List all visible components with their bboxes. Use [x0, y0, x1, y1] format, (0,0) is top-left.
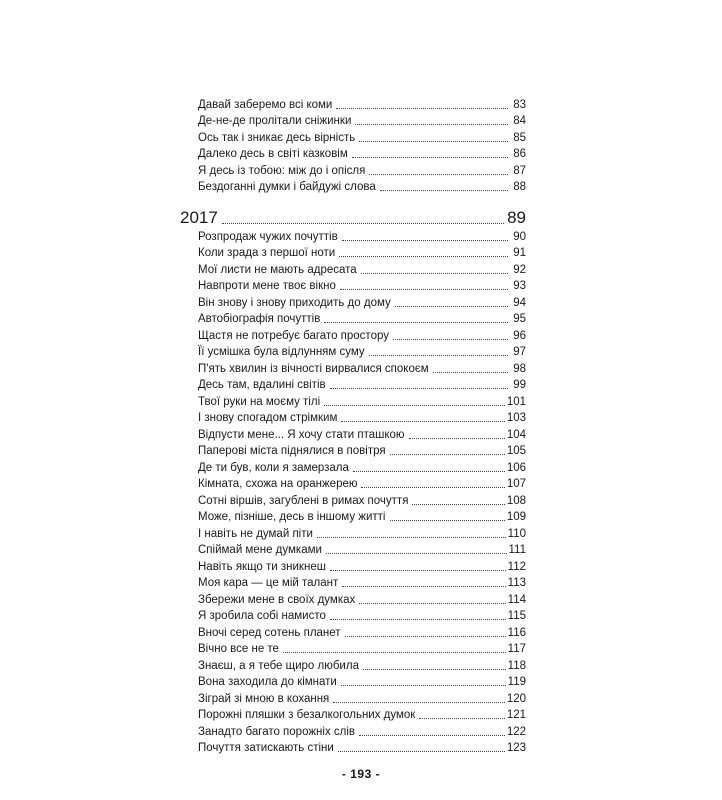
dot-leader	[393, 338, 508, 340]
year-page: 89	[507, 208, 526, 227]
toc-entry-page: 120	[506, 692, 526, 705]
toc-entry	[198, 95, 526, 112]
dot-leader	[355, 123, 508, 125]
toc-entry-title: Мої листи не мають адресата	[198, 263, 357, 276]
toc-entry-page: 116	[507, 626, 526, 639]
toc-entry	[198, 376, 526, 393]
dot-leader	[345, 635, 506, 637]
dot-leader	[341, 420, 504, 422]
toc-entry	[198, 310, 526, 327]
toc-entry-title: Сотні віршів, загублені в римах почуття	[198, 494, 409, 507]
toc-entry-page: 113	[507, 577, 526, 589]
dot-leader	[419, 717, 504, 719]
dot-leader	[369, 173, 508, 175]
toc-entry-title: Почуття затискають стіни	[198, 742, 334, 754]
toc-entry-page: 84	[513, 115, 526, 127]
toc-entry	[198, 343, 526, 360]
toc-entry-page: 94	[513, 296, 526, 309]
dot-leader	[339, 255, 508, 257]
toc-entry-page: 122	[506, 725, 526, 738]
toc-entry-title: Занадто багато порожніх слів	[198, 725, 356, 738]
toc-year-heading	[180, 205, 526, 227]
dot-leader	[326, 552, 507, 554]
toc-entry-page: 114	[507, 593, 526, 606]
toc-entry-page: 110	[507, 527, 526, 540]
toc-entry-page: 85	[513, 131, 526, 144]
toc-entry-page: 86	[513, 148, 526, 160]
dot-leader	[390, 453, 505, 455]
dot-leader	[353, 470, 505, 472]
toc-entry	[198, 392, 526, 409]
toc-entry-title: Вона заходила до кімнати	[198, 676, 337, 688]
toc-section-continued	[198, 95, 526, 194]
dot-leader	[317, 536, 506, 538]
toc-entry	[198, 673, 526, 690]
toc-entry	[198, 326, 526, 343]
toc-entry-page: 119	[507, 676, 526, 688]
toc-entry	[198, 524, 526, 541]
dot-leader	[361, 272, 508, 274]
toc-entry-page: 106	[506, 461, 526, 474]
dot-leader	[352, 156, 508, 158]
dot-leader	[340, 288, 508, 290]
dot-leader	[341, 684, 506, 686]
toc-entry	[198, 590, 526, 607]
toc-entry-title: Порожні пляшки з безалкогольних думок	[198, 709, 416, 721]
toc-entry-page: 105	[506, 445, 526, 457]
toc-entry-page: 118	[507, 659, 526, 672]
toc-entry-page: 83	[513, 98, 526, 111]
toc-entry	[198, 128, 526, 145]
toc-entry-title: Збережи мене в своїх думках	[198, 593, 356, 606]
toc-entry-page: 112	[507, 560, 526, 573]
dot-leader	[330, 387, 508, 389]
toc-entry-page: 103	[506, 412, 526, 424]
toc-entry-page: 108	[506, 494, 526, 507]
toc-entry-title: Кімната, схожа на оранжерею	[198, 478, 358, 490]
toc-entry-page: 92	[513, 263, 526, 276]
toc-entry-title: Спіймай мене думками	[198, 544, 322, 556]
toc-entry-page: 97	[513, 346, 526, 358]
toc-entry-title: Її усмішка була відлунням суму	[198, 346, 365, 358]
toc-entry-page: 101	[506, 395, 526, 408]
toc-entry-title: Я зробила собі намисто	[198, 610, 326, 622]
toc-entry-page: 107	[506, 478, 526, 490]
toc-entry	[198, 277, 526, 294]
toc-entry-title: Розпродаж чужих почуттів	[198, 230, 338, 243]
toc-entry-page: 90	[513, 230, 526, 243]
toc-entry-title: Коли зрада з першої ноти	[198, 247, 336, 259]
dot-leader	[361, 486, 504, 488]
toc-entry	[198, 425, 526, 442]
toc-entry-page: 115	[507, 610, 526, 622]
toc-entry-title: Навпроти мене твоє вікно	[198, 280, 336, 292]
dot-leader	[338, 750, 505, 752]
toc-entry	[198, 689, 526, 706]
toc-entry-page: 96	[513, 329, 526, 342]
toc-entry-title: Вночі серед сотень планет	[198, 626, 341, 639]
toc-entry	[198, 293, 526, 310]
toc-entry	[198, 244, 526, 261]
toc-entry-page: 123	[506, 742, 526, 754]
toc-entry	[198, 359, 526, 376]
toc-entry	[198, 227, 526, 244]
toc-entry-title: Вічно все не те	[198, 643, 279, 655]
toc-entry-title: Бездоганні думки і байдужі слова	[198, 181, 376, 193]
toc-entry-title: Ось так і зникає десь вірність	[198, 131, 356, 144]
dot-leader	[363, 668, 506, 670]
dot-leader	[283, 651, 506, 653]
toc-entry-title: Навіть якщо ти зникнеш	[198, 560, 326, 573]
dot-leader	[412, 503, 504, 505]
toc-entry	[198, 574, 526, 591]
toc-entry-page: 93	[513, 280, 526, 292]
toc-entry	[198, 640, 526, 657]
toc-entry-title: Де-не-де пролітали сніжинки	[198, 115, 352, 127]
toc-entry-title: Відпусти мене... Я хочу стати пташкою	[198, 428, 405, 441]
dot-leader	[330, 618, 506, 620]
dot-leader	[324, 404, 505, 406]
dot-leader	[324, 321, 508, 323]
dot-leader	[395, 305, 508, 307]
toc-entry-page: 104	[506, 428, 526, 441]
dot-leader	[380, 189, 508, 191]
page-number: - 193 -	[341, 767, 381, 781]
toc-entry-page: 95	[513, 313, 526, 325]
toc-entry-page: 99	[513, 379, 526, 391]
toc-entry-title: Моя кара — це мій талант	[198, 577, 339, 589]
toc-entry	[198, 161, 526, 178]
toc-entry-title: Твої руки на моєму тілі	[198, 395, 321, 408]
dot-leader	[342, 585, 505, 587]
toc-entry	[198, 409, 526, 426]
toc-entry	[198, 607, 526, 624]
toc-entry-title: П'ять хвилин із вічності вирвалися спокоєм	[198, 362, 429, 375]
toc-entry-page: 88	[513, 181, 526, 193]
toc-entry-page: 121	[506, 709, 526, 721]
toc-entry	[198, 623, 526, 640]
toc-entry-page: 111	[508, 544, 526, 556]
toc-entry	[198, 112, 526, 129]
toc-entry	[198, 260, 526, 277]
dot-leader	[330, 569, 506, 571]
toc-entry-title: Паперові міста піднялися в повітря	[198, 445, 386, 457]
toc-entry	[198, 706, 526, 723]
toc-entry	[198, 178, 526, 195]
toc-entry	[198, 458, 526, 475]
toc-entry-page: 109	[506, 511, 526, 523]
toc-entry-title: Давай заберемо всі коми	[198, 98, 333, 111]
dot-leader	[390, 519, 505, 521]
dot-leader	[409, 437, 505, 439]
toc-entry	[198, 557, 526, 574]
toc-entry	[198, 656, 526, 673]
toc-section-2017	[180, 205, 526, 755]
toc-entry	[198, 491, 526, 508]
toc-entry-title: Автобіографія почуттів	[198, 313, 321, 325]
toc-entry	[198, 722, 526, 739]
dot-leader	[359, 140, 508, 142]
toc-entry	[198, 442, 526, 459]
toc-entry-page: 98	[513, 362, 526, 375]
toc-entry	[198, 739, 526, 756]
toc-entry-title: Далеко десь в світі казковім	[198, 148, 348, 160]
toc-entry-title: Знаєш, а я тебе щиро любила	[198, 659, 359, 672]
dot-leader	[336, 107, 508, 109]
toc-entry	[198, 145, 526, 162]
dot-leader	[433, 371, 508, 373]
toc-entry	[198, 475, 526, 492]
toc-entry-title: Може, пізніше, десь в іншому житті	[198, 511, 386, 523]
toc-entry-title: І знову спогадом стрімким	[198, 412, 338, 424]
dot-leader	[369, 354, 508, 356]
toc-entry-title: І навіть не думай піти	[198, 527, 313, 540]
dot-leader	[359, 734, 505, 736]
toc-entry-title: Щастя не потребує багато простору	[198, 329, 389, 342]
toc-entries-list	[180, 227, 526, 755]
dot-leader	[359, 602, 505, 604]
toc-entry-page: 91	[513, 247, 526, 259]
toc-entry-page: 87	[513, 164, 526, 177]
year-title: 2017	[180, 208, 218, 227]
toc-entry-title: Я десь із тобою: між до і опісля	[198, 164, 366, 177]
toc-entry-title: Десь там, вдалині світів	[198, 379, 326, 391]
dot-leader	[342, 239, 508, 241]
toc-entry	[198, 508, 526, 525]
toc-entry-page: 117	[507, 643, 526, 655]
toc-entry-title: Де ти був, коли я замерзала	[198, 461, 349, 474]
toc-entry-title: Зіграй зі мною в кохання	[198, 692, 330, 705]
toc-entry-title: Він знову і знову приходить до дому	[198, 296, 391, 309]
dot-leader	[222, 223, 504, 224]
dot-leader	[333, 701, 505, 703]
toc-entry	[198, 541, 526, 558]
